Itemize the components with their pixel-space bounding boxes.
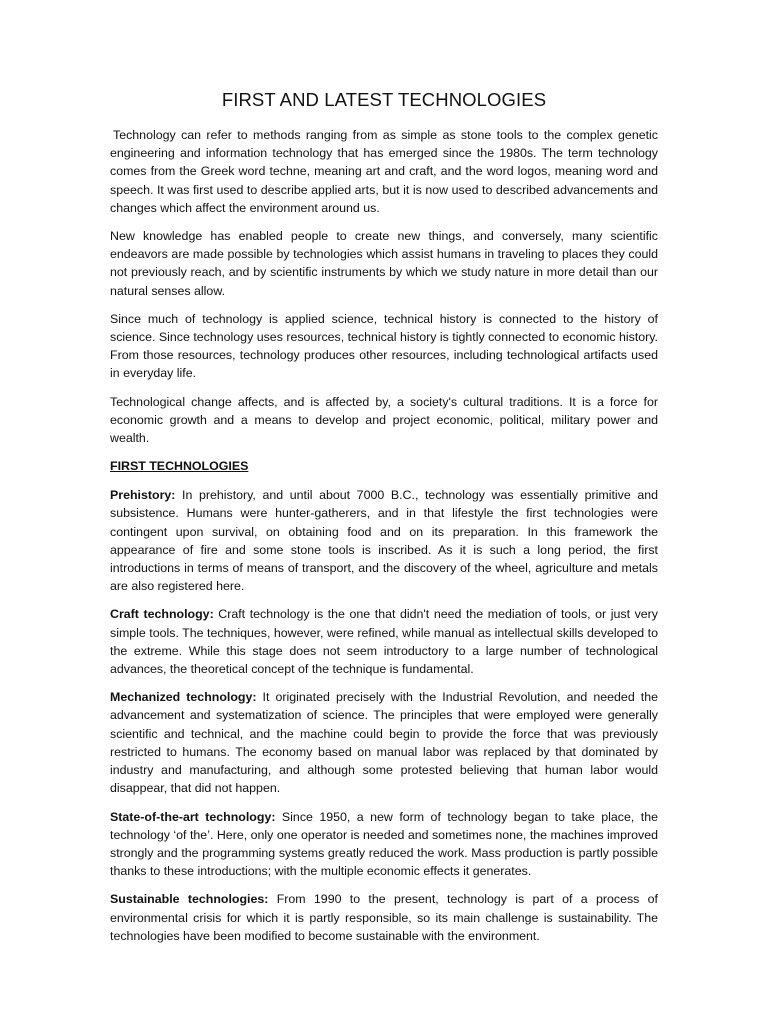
section-lead: State-of-the-art technology: <box>110 809 276 824</box>
section-text: Since 1950, a new form of technology began to take place, the technology ‘of the’. Here, only one operator is needed and sometimes none, the machines improved strongly and the programming systems greatly reduced the work. Mass production is partly possible thanks to these introductions; with the multiple economic effects it generates. <box>110 809 659 879</box>
section-lead: Sustainable technologies: <box>110 892 269 907</box>
section-lead: Craft technology: <box>110 607 214 622</box>
section-prehistory <box>110 486 658 595</box>
section-mechanized-technology <box>110 688 658 797</box>
intro-paragraph-3: Since much of technology is applied science, technical history is connected to the history of science. Since technology uses resources, technical history is tightly connected to economic history. From those resources, technology produces other resources, including technological artifacts used in everyday life. <box>110 311 658 381</box>
section-text: It originated precisely with the Industrial Revolution, and needed the advancement and systematization of science. The principles that were employed were generally scientific and technical, and the machine could begin to provide the force that was previously restricted to humans. The economy based on manual labor was replaced by that dominated by industry and manufacturing, and although some protested believing that human labor would disappear, that did not happen. <box>110 690 658 796</box>
section-text: From 1990 to the present, technology is part of a process of environmental crisis for which it is partly responsible, so its main challenge is sustainability. The technologies have been modified to become sustainable with the environment. <box>110 892 658 943</box>
section-text: In prehistory, and until about 7000 B.C., technology was essentially primitive and subsistence. Humans were hunter-gatherers, and in that lifestyle the first technologies were contingent upon survival, on obtaining food and on its preparation. In this framework the appearance of fire and some stone tools is inscribed. As it is such a long period, the first introductions in terms of means of transport, and the discovery of the wheel, agriculture and metals are also registered here. <box>110 488 658 594</box>
section-lead: Prehistory: <box>110 488 176 503</box>
section-text: Craft technology is the one that didn't need the mediation of tools, or just very simple tools. The techniques, however, were refined, while manual as intellectual skills developed to the extreme. While this stage does not seem introductory to a large number of technological advances, the theoretical concept of the technique is fundamental. <box>110 607 658 677</box>
intro-paragraph-1: Technology can refer to methods ranging from as simple as stone tools to the complex genetic engineering and information technology that has emerged since the 1980s. The term technology comes from the Greek word techne, meaning art and craft, and the word logos, meaning word and speech. It was first used to describe applied arts, but it is now used to described advancements and changes which affect the environment around us. <box>110 128 658 215</box>
section-craft-technology <box>110 605 658 678</box>
document-title: FIRST AND LATEST TECHNOLOGIES <box>221 89 547 110</box>
document-body <box>110 126 658 955</box>
section-state-of-the-art-technology <box>110 808 658 881</box>
intro-paragraph-4: Technological change affects, and is affected by, a society's cultural traditions. It is a force for economic growth and a means to develop and project economic, political, military power and wealth. <box>110 394 658 446</box>
section-lead: Mechanized technology: <box>110 690 257 705</box>
section-heading-first-technologies: FIRST TECHNOLOGIES <box>110 459 249 474</box>
section-sustainable-technologies <box>110 890 658 945</box>
intro-paragraph-2: New knowledge has enabled people to create new things, and conversely, many scientific endeavors are made possible by technologies which assist humans in traveling to places they could not previously reach, and by scientific instruments by which we study nature in more detail than our natural senses allow. <box>110 229 658 298</box>
